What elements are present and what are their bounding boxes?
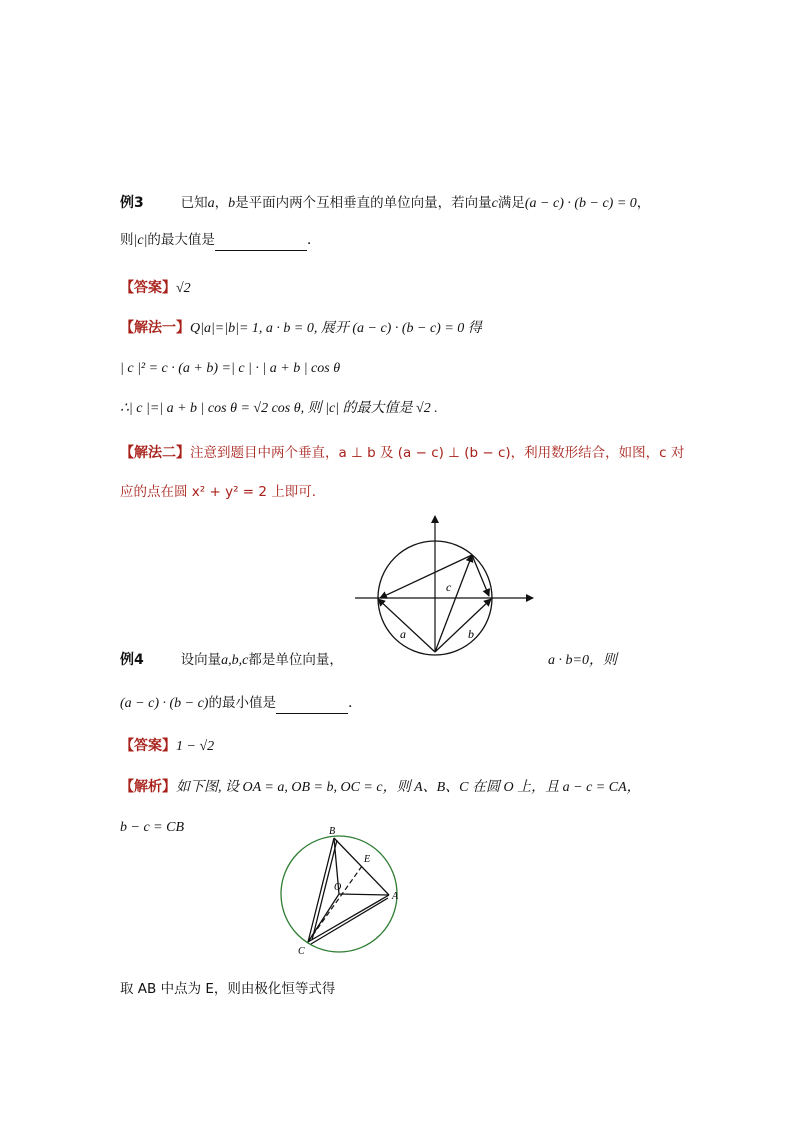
analysis-line-2: b − c = CB	[120, 820, 184, 835]
solution-2-line-1: 【解法二】注意到题目中两个垂直，a ⊥ b 及 (a − c) ⊥ (b − c)，利用数形结合，如图，c 对	[120, 445, 685, 461]
segment-OA	[339, 894, 389, 895]
example-4-label: 例4	[120, 652, 144, 668]
answer-blank	[215, 236, 307, 251]
analysis-line-1: 【解析】如下图, 设 OA = a, OB = b, OC = c，则 A、B、C 在圆 O 上，且 a − c = CA，	[120, 779, 641, 795]
label-c: c	[446, 580, 452, 594]
solution-1-line-1: 【解法一】Q|a|=|b|= 1, a · b = 0, 展开 (a − c) · (b − c) = 0 得	[120, 320, 482, 336]
figure-vector-circle	[350, 512, 540, 662]
solution-1-line-2: | c |² = c · (a + b) =| c | · | a + b | cos θ	[120, 361, 341, 376]
answer-blank-2	[276, 699, 348, 714]
example-4-line-2: (a − c) · (b − c)的最小值是 .	[120, 693, 352, 714]
label-E: E	[364, 854, 371, 865]
vector-b-minus-c	[472, 555, 489, 596]
example-3-line-1: 例3 已知a，b是平面内两个互相垂直的单位向量，若向量c满足(a − c) · (b − c) = 0，	[120, 195, 651, 211]
label-A: A	[392, 891, 399, 902]
label-B: B	[329, 826, 336, 837]
label-a: a	[400, 627, 406, 641]
example-4-condition: a · b=0，则	[548, 653, 617, 668]
solution-1-line-3: ∴| c |=| a + b | cos θ = √2 cos θ, 则 |c| 的最大值是 √2 .	[120, 401, 438, 416]
vector-b	[435, 599, 491, 652]
example-3-label: 例3	[120, 195, 144, 211]
label-O: O	[334, 882, 342, 893]
segment-CA	[308, 895, 389, 942]
last-line: 取 AB 中点为 E，则由极化恒等式得	[120, 981, 336, 997]
example-4-line-1: 例4 设向量a,b,c都是单位向量，	[120, 652, 343, 668]
answer-3: 【答案】√2	[120, 280, 191, 296]
label-b: b	[468, 627, 474, 641]
example-3-line-2: 则|c|的最大值是 .	[120, 230, 311, 251]
solution-2-line-2: 应的点在圆 x² + y² = 2 上即可.	[120, 484, 317, 500]
vector-a	[378, 599, 435, 652]
segment-BC	[308, 838, 334, 942]
figure-triangle-circle	[276, 824, 406, 960]
answer-4: 【答案】1 − √2	[120, 738, 215, 754]
label-C: C	[298, 946, 305, 957]
